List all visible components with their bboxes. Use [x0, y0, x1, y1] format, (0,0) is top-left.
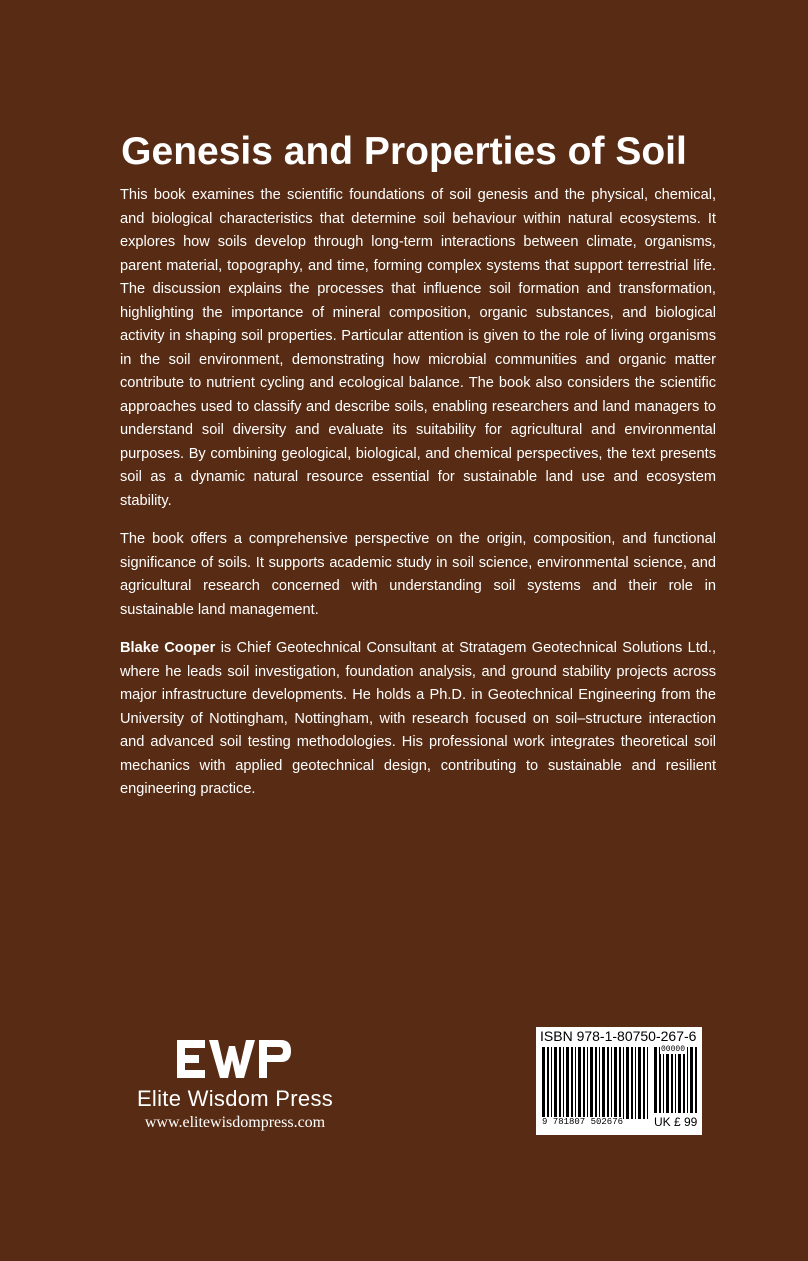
publisher-website: www.elitewisdompress.com — [144, 1114, 326, 1131]
author-bio-text: is Chief Geotechnical Consultant at Stratagem Geotechnical Solutions Ltd., where he leads soil investigation, foundation analysis, and ground stability projects across major infrastructure developments. He holds a Ph.D. in Geotechnical Engineering from the University of Nottingham, Nottingham, with research focused on soil–structure interaction and advanced soil testing methodologies. His professional work integrates theoretical soil mechanics with applied geotechnical design, contributing to sustainable and resilient engineering practice. — [120, 640, 716, 797]
author-bio — [120, 637, 716, 802]
book-title: Genesis and Properties of Soil — [121, 130, 687, 173]
ewp-logo-icon — [175, 1038, 295, 1080]
description-paragraph-2: The book offers a comprehensive perspective on the origin, composition, and functional significance of soils. It supports academic study in soil science, environmental science, and agricultural research concerned with understanding soil systems and their role in sustainable land management. — [120, 531, 716, 618]
isbn-label: ISBN 978-1-80750-267-6 — [540, 1028, 697, 1044]
price-label: UK £ 99 — [654, 1115, 698, 1129]
publisher-logo-block — [110, 1038, 360, 1132]
barcode-bars-icon — [542, 1047, 650, 1119]
author-name: Blake Cooper — [120, 640, 216, 656]
description-paragraph-1: This book examines the scientific foundations of soil genesis and the physical, chemical, and biological characteristics that determine soil behaviour within natural ecosystems. It explores how soils develop through long-term interactions between climate, organisms, parent material, topography, and time, forming complex systems that support terrestrial life. The discussion explains the processes that influence soil formation and transformation, highlighting the importance of mineral composition, organic substances, and biological activity in shaping soil properties. Particular attention is given to the role of living organisms in the soil environment, demonstrating how microbial communities and organic matter contribute to nutrient cycling and ecological balance. The book also considers the scientific approaches used to classify and describe soils, enabling researchers and land managers to understand soil diversity and evaluate its suitability for agricultural and environmental purposes. By combining geological, biological, and chemical perspectives, the text presents soil as a dynamic natural resource essential for sustainable land use and ecosystem stability. — [120, 187, 716, 509]
back-cover-description — [120, 184, 716, 817]
addon-barcode-bars-icon — [654, 1047, 698, 1113]
isbn-barcode — [536, 1027, 702, 1135]
barcode-digits: 9 781807 502676 — [542, 1117, 624, 1127]
publisher-name: Elite Wisdom Press — [136, 1086, 334, 1111]
addon-digits: 00000 — [661, 1045, 686, 1054]
